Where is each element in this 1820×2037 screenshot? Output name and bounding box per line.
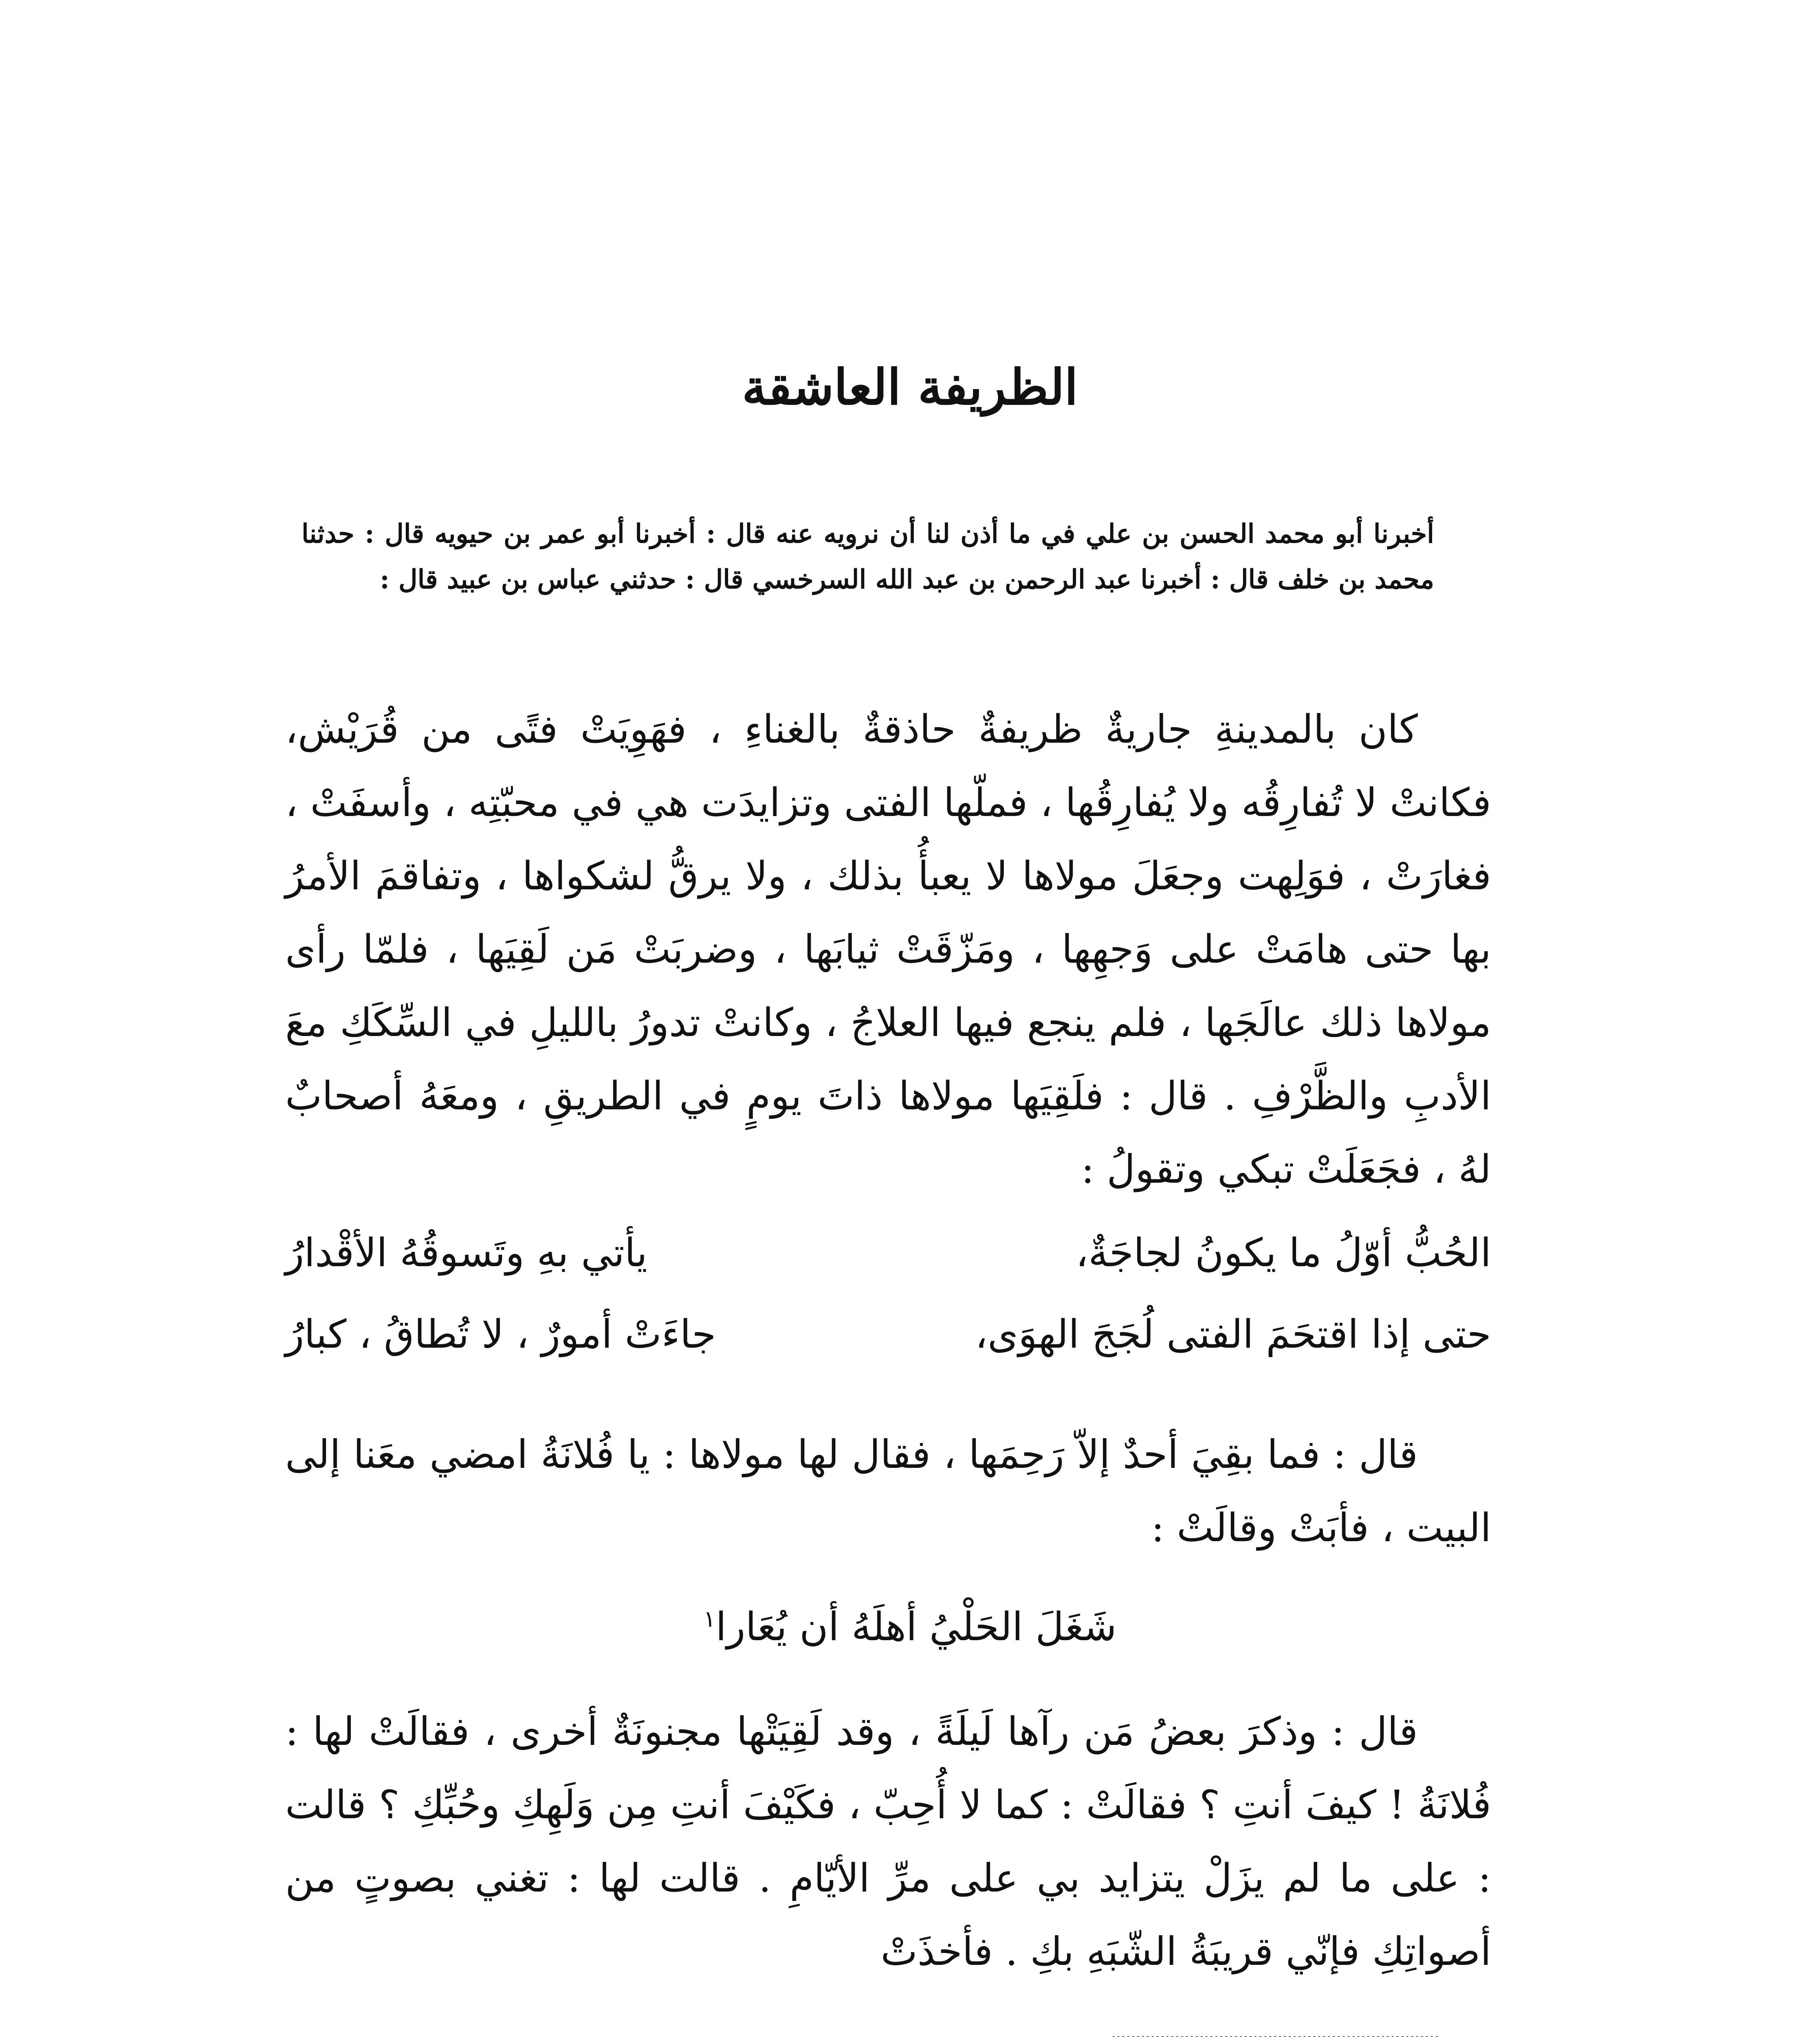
footnote-marker: ١ — [703, 1606, 716, 1632]
single-verse — [0, 1589, 1820, 1657]
poem-verse-1 — [285, 1222, 1491, 1283]
narrative-paragraph-3 — [285, 1695, 1491, 1988]
verse-first-hemistich: حتى إذا اقتحَمَ الفتى لُجَجَ الهوَى، — [975, 1311, 1491, 1357]
verse-second-hemistich: جاءَتْ أمورٌ ، لا تُطاقُ ، كبارُ — [285, 1311, 716, 1357]
isnad-chain: أخبرنا أبو محمد الحسن بن علي في ما أذن لنا أن نرويه عنه قال : أخبرنا أبو عمر بن حيويه قال : حدثنا محمد بن خلف قال : أخبرنا عبد الرحمن بن عبد الله السرخسي قال : حدثني عباس بن عبيد قال : — [301, 519, 1434, 595]
paragraph-text: قال : فما بقِيَ أحدٌ إلاّ رَحِمَها ، فقال لها مولاها : يا فُلانَةُ امضي معَنا إلى البيت ، فأبَتْ وقالَتْ : — [285, 1432, 1491, 1551]
paragraph-text: قال : وذكرَ بعضُ مَن رآها لَيلَةً ، وقد لَقِيَتْها مجنونَةٌ أخرى ، فقالَتْ لها : فُلانَةُ ! كيفَ أنتِ ؟ فقالَتْ : كما لا أُحِبّ ، فكَيْفَ أنتِ مِن وَلَهِكِ وحُبِّكِ ؟ قالت : على ما لم يزَلْ يتزايد بي على مرِّ الأيّامِ . قالت لها : تغني بصوتٍ من أصواتِكِ فإنّي قريبَةُ الشّبَهِ بكِ . فأخذَتْ — [285, 1709, 1492, 1974]
paragraph-text: كان بالمدينةِ جاريةٌ ظريفةٌ حاذقةٌ بالغناءِ ، فهَوِيَتْ فتًى من قُرَيْش، فكانتْ لا تُفارِقُه ولا يُفارِقُها ، فملّها الفتى وتزايدَت هي في محبّتِه ، وأسفَتْ ، فغارَتْ ، فوَلِهت وجعَلَ مولاها لا يعبأُ بذلك ، ولا يرقُّ لشكواها ، وتفاقمَ الأمرُ بها حتى هامَتْ على وَجهِها ، ومَزّقَتْ ثيابَها ، وضربَتْ مَن لَقِيَها ، فلمّا رأى مولاها ذلك عالَجَها ، فلم ينجع فيها العلاجُ ، وكانتْ تدورُ بالليلِ في السِّكَكِ معَ الأدبِ والظَّرْفِ . قال : فلَقِيَها مولاها ذاتَ يومٍ في الطريقِ ، ومعَهُ أصحابٌ لهُ ، فجَعَلَتْ تبكي وتقولُ : — [285, 706, 1492, 1192]
verse-first-hemistich: الحُبُّ أوّلُ ما يكونُ لجاجَةٌ، — [1076, 1230, 1491, 1276]
chapter-title: الظريفة العاشقة — [742, 359, 1078, 416]
narrative-paragraph-1 — [285, 693, 1491, 1206]
verse-text: شَغَلَ الحَلْيُ أهلَهُ أن يُعَارا — [715, 1604, 1117, 1650]
verse-second-hemistich: يأتي بهِ وتَسوقُهُ الأقْدارُ — [285, 1230, 647, 1276]
poem-verse-2 — [285, 1304, 1491, 1365]
narrative-paragraph-2 — [285, 1418, 1491, 1564]
